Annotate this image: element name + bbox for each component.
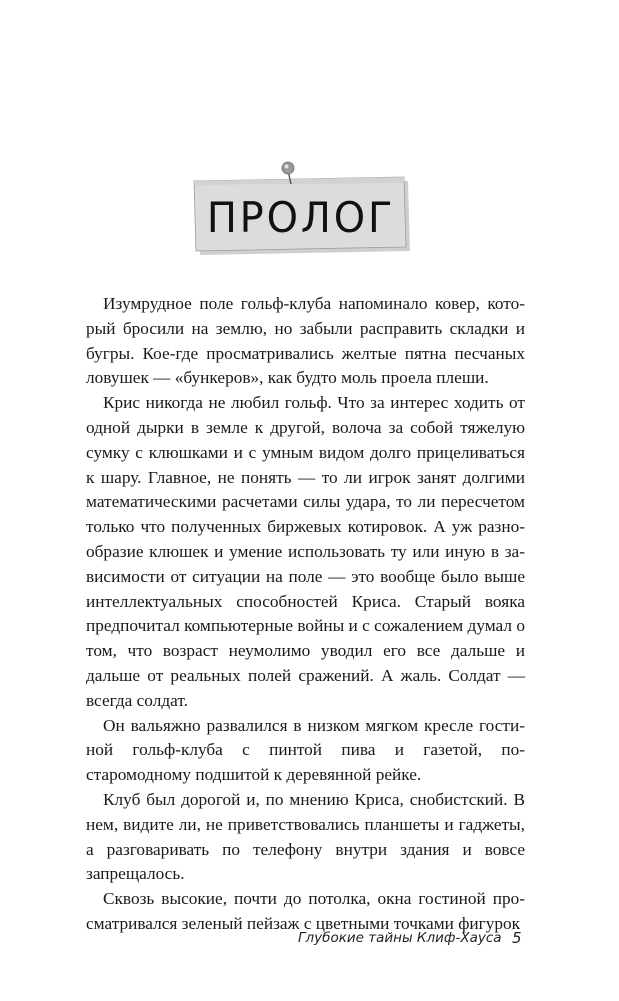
paragraph: Изумрудное поле гольф-клуба напоминало ковер, который бросили на землю, но забыли расправить складки и бугры. Кое-где просматривались желтые пятна песчаных ловушек — «бункеров», как будто моль проела плеши.	[86, 294, 525, 388]
page-footer	[250, 925, 530, 949]
paragraph: Сквозь высокие, почти до потолка, окна гостиной просматривался зеленый пейзаж с цветными точками фигурок	[86, 889, 525, 933]
running-footer-title: Глубокие тайны Клиф-Хауса	[298, 930, 502, 946]
chapter-body	[86, 292, 525, 937]
chapter-title: ПРОЛОГ	[206, 193, 396, 242]
paragraph: Он вальяжно развалился в низком мягком кресле гостиной гольф-клуба с пинтой пива и газетой, по-старомодному подшитой к деревянной рейке.	[86, 715, 525, 785]
page-number: 5	[512, 929, 522, 947]
paragraph: Клуб был дорогой и, по мнению Криса, снобистский. В нем, видите ли, не приветствовались планшеты и гаджеты, а разговаривать по телефону внутри здания и вовсе запрещалось.	[86, 789, 525, 884]
pushpin-icon	[279, 160, 303, 186]
title-paper-note	[192, 175, 410, 255]
paragraph: Крис никогда не любил гольф. Что за интерес ходить от одной дырки в земле к другой, волоча за собой тяжелую сумку с клюшками и с умным видом долго прицеливаться к шару. Главное, не понять — то ли игрок занят долгими математическими расчетами силы удара, то ли пересчетом только что полученных биржевых котировок. А уж разнообразие клюшек и умение использовать ту или иную в зависимости от ситуации на поле — это вообще было выше интеллектуальных способностей Криса. Старый вояка предпочитал компьютерные войны и с сожалением думал о том, что возраст неумолимо уводил его все дальше и дальше от реальных полей сражений. А жаль. Солдат — всегда солдат.	[86, 393, 525, 710]
